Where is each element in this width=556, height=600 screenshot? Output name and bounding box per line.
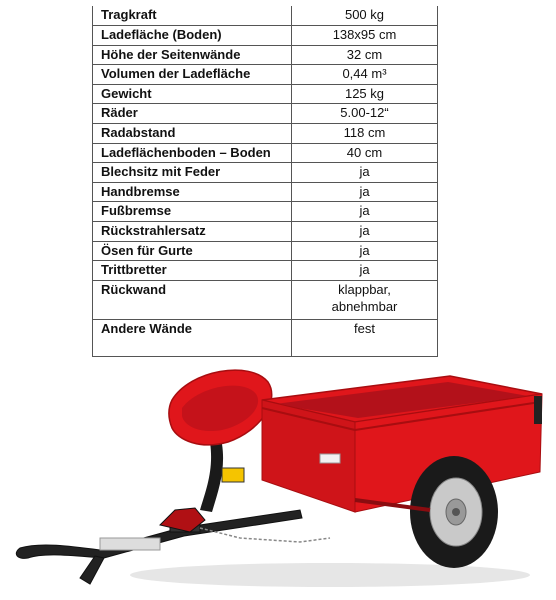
spec-value: ja (292, 221, 438, 241)
spec-value: 500 kg (292, 6, 438, 26)
spec-value (292, 280, 438, 319)
spec-value: 0,44 m³ (292, 65, 438, 85)
spec-label: Rückwand (93, 280, 292, 319)
spec-value: ja (292, 202, 438, 222)
spec-label: Trittbretter (93, 261, 292, 281)
spec-value: 125 kg (292, 84, 438, 104)
table-row (93, 45, 438, 65)
label-sticker (222, 468, 244, 482)
spec-label: Räder (93, 104, 292, 124)
spec-label: Radabstand (93, 123, 292, 143)
spec-label: Höhe der Seitenwände (93, 45, 292, 65)
ground-shadow (130, 563, 530, 587)
spec-value: ja (292, 182, 438, 202)
spec-value: 5.00-12“ (292, 104, 438, 124)
table-row (93, 202, 438, 222)
table-row (93, 280, 438, 319)
spec-label: Tragkraft (93, 6, 292, 26)
seat-spring (200, 442, 223, 512)
spec-value: ja (292, 241, 438, 261)
table-row (93, 221, 438, 241)
spec-value: 40 cm (292, 143, 438, 163)
table-row (93, 241, 438, 261)
spec-value: 118 cm (292, 123, 438, 143)
table-row (93, 182, 438, 202)
table-row (93, 6, 438, 26)
table-row (93, 26, 438, 46)
spec-label: Handbremse (93, 182, 292, 202)
spec-value-line-2: abnehmbar (331, 298, 398, 314)
spec-label: Volumen der Ladefläche (93, 65, 292, 85)
reflector-icon (320, 454, 340, 463)
spec-value: 32 cm (292, 45, 438, 65)
table-row (93, 84, 438, 104)
table-row (93, 319, 438, 356)
spec-value: 138x95 cm (292, 26, 438, 46)
rear-latch (534, 396, 542, 424)
spec-label: Ladeflächenboden – Boden (93, 143, 292, 163)
wheel (410, 456, 498, 568)
table-row (93, 163, 438, 183)
table-row (93, 65, 438, 85)
spec-label: Rückstrahlersatz (93, 221, 292, 241)
spec-label: Fußbremse (93, 202, 292, 222)
table-row (93, 104, 438, 124)
spec-label: Ösen für Gurte (93, 241, 292, 261)
table-row (93, 123, 438, 143)
trailer-photo (0, 360, 556, 600)
spec-value: ja (292, 163, 438, 183)
spec-label: Andere Wände (93, 319, 292, 356)
spec-value: fest (292, 319, 438, 356)
spec-label: Gewicht (93, 84, 292, 104)
spec-label: Blechsitz mit Feder (93, 163, 292, 183)
spec-label: Ladefläche (Boden) (93, 26, 292, 46)
table-row (93, 261, 438, 281)
spec-value: ja (292, 261, 438, 281)
spec-value-line-1: klappbar, (338, 281, 391, 297)
seat (169, 370, 272, 445)
table-row (93, 143, 438, 163)
spec-table (92, 6, 438, 357)
